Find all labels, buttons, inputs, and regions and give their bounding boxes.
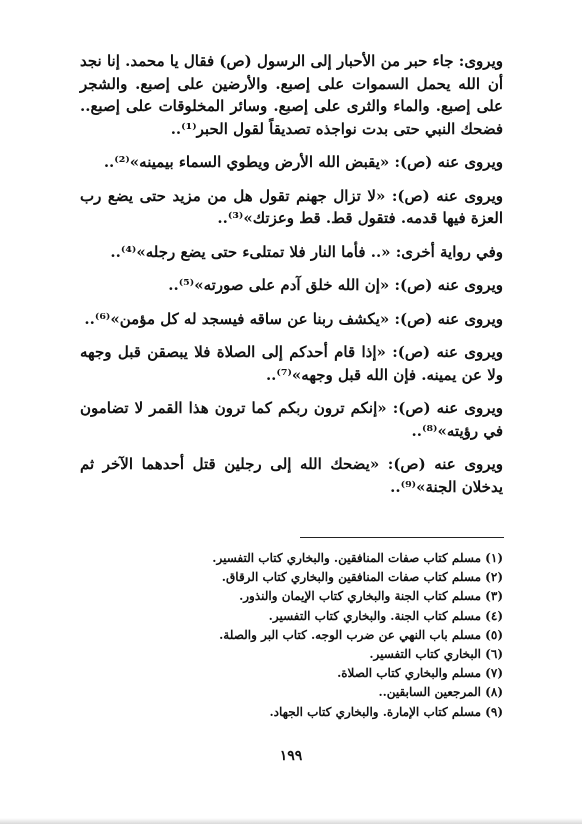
footnote-8: (٨) المرجعين السابقين.. — [378, 685, 503, 700]
page-bottom-edge — [0, 818, 582, 824]
footnote-9: (٩) مسلم كتاب الإمارة. والبخاري كتاب الجهاد. — [269, 704, 503, 719]
paragraph-5: ويروى عنه (ص): «إن الله خلق آدم على صورته»⁽⁵⁾.. — [168, 276, 503, 294]
main-text — [80, 50, 503, 498]
paragraph-4: وفي رواية أخرى: «.. فأما النار فلا تمتلىء حتى يضع رجله»⁽⁴⁾.. — [110, 242, 503, 261]
footnote-3: (٣) مسلم كتاب الجنة والبخاري كتاب الإيمان والنذور. — [239, 589, 503, 604]
footnote-5: (٥) مسلم باب النهي عن ضرب الوجه. كتاب البر والصلة. — [219, 627, 503, 642]
footnote-1: (١) مسلم كتاب صفات المنافقين. والبخاري كتاب التفسير. — [212, 551, 503, 565]
footnote-6: (٦) البخاري كتاب التفسير. — [369, 646, 503, 661]
footnote-7: (٧) مسلم والبخاري كتاب الصلاة. — [337, 666, 503, 681]
paragraph-1: ويروى: جاء حبر من الأحبار إلى الرسول (ص) فقال يا محمد. إنا نجد أن الله يحمل السموات على إصبع. والأرضين على إصبع. والشجر على إصبع. والماء والثرى على إصبع. وسائر المخلوقات على إصبع.. فضحك النبي حتى بدت نواجذه تصديقاً لقول الحبر⁽¹⁾.. — [80, 52, 503, 138]
footnote-divider — [300, 537, 504, 538]
footnote-2: (٢) مسلم كتاب صفات المنافقين والبخاري كتاب الرقاق. — [221, 570, 503, 585]
paragraph-8: ويروى عنه (ص): «إنكم ترون ربكم كما ترون هذا القمر لا تضامون في رؤيته»⁽⁸⁾.. — [80, 399, 503, 440]
paragraph-6: ويروى عنه (ص): «يكشف ربنا عن ساقه فيسجد له كل مؤمن»⁽⁶⁾.. — [84, 309, 503, 328]
paragraph-7: ويروى عنه (ص): «إذا قام أحدكم إلى الصلاة فلا يبصقن قبل وجهه ولا عن يمينه. فإن الله قبل وجهه»⁽⁷⁾.. — [80, 343, 503, 384]
footnote-4: (٤) مسلم كتاب الجنة. والبخاري كتاب التفسير. — [268, 608, 503, 623]
footnotes — [200, 549, 503, 722]
paragraph-9: ويروى عنه (ص): «يضحك الله إلى رجلين قتل أحدهما الآخر ثم يدخلان الجنة»⁽⁹⁾.. — [80, 455, 503, 496]
page-number: ١٩٩ — [279, 748, 303, 764]
paragraph-2: ويروى عنه (ص): «يقبض الله الأرض ويطوي السماء بيمينه»⁽²⁾.. — [103, 153, 503, 171]
paragraph-3: ويروى عنه (ص): «لا تزال جهنم تقول هل من مزيد حتى يضع رب العزة فيها قدمه. فتقول قط. قط وعزتك»⁽³⁾.. — [80, 186, 503, 227]
